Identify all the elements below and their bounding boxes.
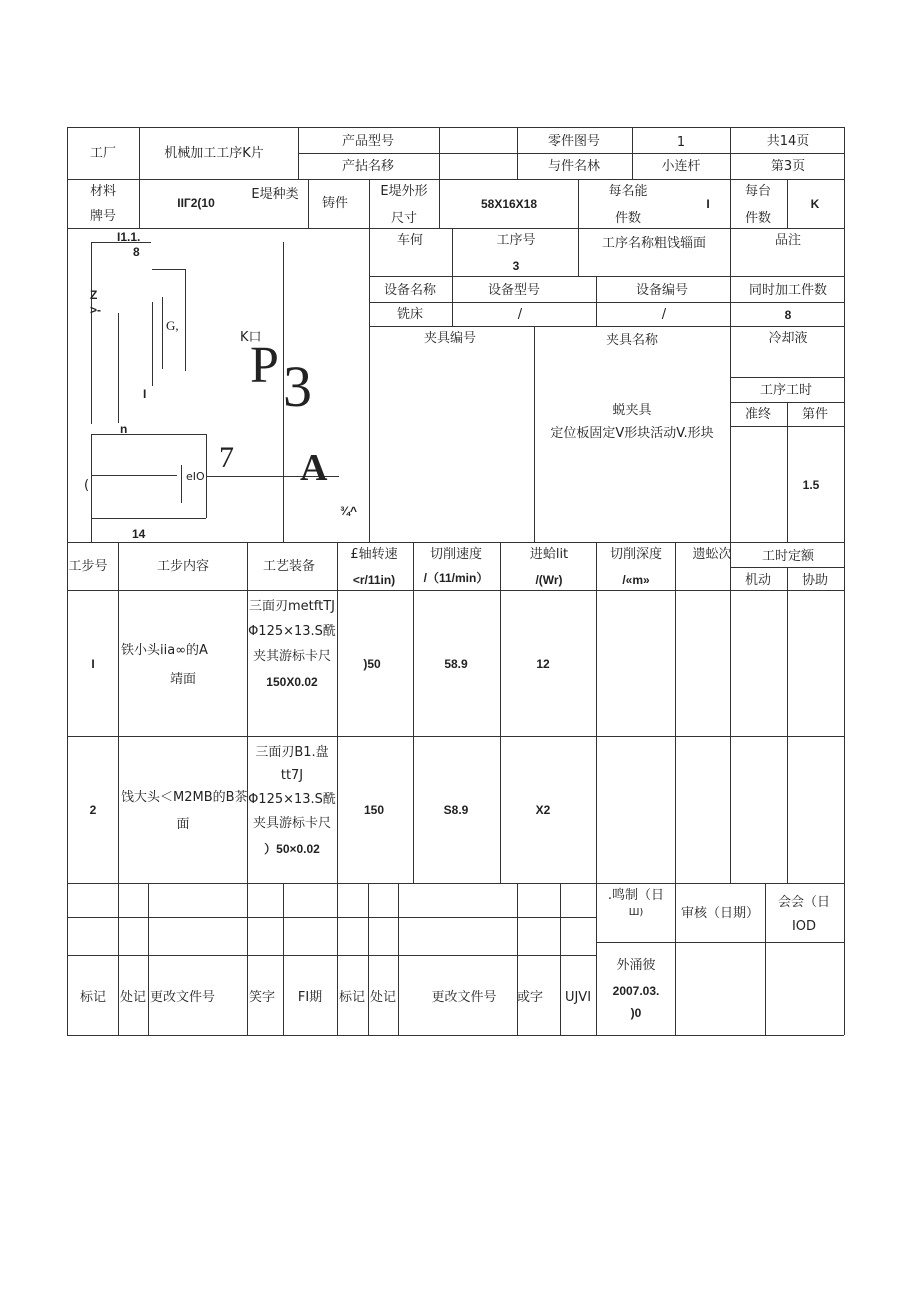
sketch-paren-label: ( [84, 478, 90, 493]
signer-name: 外涌彼 [616, 958, 656, 973]
step-equipment: 三面刃metftTJ [249, 599, 335, 614]
op-no-value: 3 [512, 259, 520, 273]
prep-time-label: 准终 [744, 407, 772, 422]
footer-place-2: 处记 [369, 990, 397, 1005]
sketch-seven-label: 7 [219, 441, 234, 474]
blank-size-label: E堤外形 [380, 184, 428, 199]
step-content-2: 靖面 [169, 672, 197, 687]
speed-header: 切削速度 [429, 547, 483, 562]
passes-header: 遗蚣次 [692, 547, 732, 562]
aux-time-header: 协助 [801, 573, 829, 588]
compiled-by-label: .鸣制（日 [607, 888, 665, 903]
step-content: 铁小头iia∞的A [121, 643, 208, 658]
footer-mark-2: 标记 [338, 990, 366, 1005]
remarks-label: 品注 [774, 233, 802, 248]
card-title: 机械加工工序K片 [164, 146, 264, 161]
depth-unit: /«m» [622, 573, 650, 587]
per-machine-label-2: 件数 [744, 211, 772, 226]
blank-type-label: E堤种类 [251, 187, 299, 202]
step-content: 饯大头＜M2MB的B茶 [121, 790, 248, 805]
machine-time-header: 机动 [744, 573, 772, 588]
op-no-label: 工序号 [496, 233, 536, 248]
feed-header: 进蛤lit [529, 547, 569, 562]
compiled-by-label-2: Ш) [628, 908, 644, 917]
coolant-label: 冷却液 [768, 331, 808, 346]
step-equipment-2: Φ125×13.S酰 [248, 624, 336, 639]
material-label: 材料 [89, 184, 117, 199]
sign-date-2: )0 [630, 1006, 642, 1020]
sketch-a-label: A [300, 447, 328, 489]
feed-unit: /(Wr) [535, 573, 563, 587]
product-name-label: 产拈名移 [341, 159, 395, 174]
step-spindle: )50 [363, 657, 381, 671]
footer-date-2: UJVI [564, 990, 592, 1005]
footer-change-doc-2: 更改文件号 [431, 990, 497, 1005]
step-no: I [91, 657, 95, 671]
part-drawing-no-label: 零件图号 [547, 134, 601, 149]
unit-time-value: 1.5 [802, 478, 820, 492]
sketch-eio-label: eIO [186, 470, 205, 483]
countersign-label-2: IOD [791, 919, 817, 934]
step-equipment-2: tt7J [280, 768, 304, 783]
sketch-dim-top: I1.1. [117, 230, 141, 244]
step-feed: X2 [535, 803, 551, 817]
countersign-label: 会会（日 [777, 895, 831, 910]
step-content-header: 工步内容 [156, 559, 210, 574]
part-name-value: 小连杆 [661, 159, 701, 174]
sketch-arrow-label: >- [90, 303, 102, 317]
product-model-label: 产品型号 [341, 134, 395, 149]
per-machine-value: K [810, 197, 820, 211]
part-drawing-no-value: 1 [676, 135, 686, 150]
step-content-2: 面 [176, 817, 190, 832]
per-machine-label: 每台 [744, 184, 772, 199]
reviewed-by-label: 审核（日期） [680, 906, 760, 921]
sketch-frac-label: ¾^ [340, 504, 358, 518]
sketch-k-label: K口 [240, 330, 262, 345]
step-no-header: 工步号 [68, 559, 108, 574]
sketch-dim-bottom: 14 [132, 527, 146, 541]
sketch-n-label: n [120, 422, 128, 436]
workshop-label: 车何 [396, 233, 424, 248]
per-blank-value: I [706, 197, 710, 211]
factory-label: 工厂 [89, 146, 117, 161]
step-spindle: 150 [363, 803, 385, 817]
step-equipment-5: ）50×0.02 [264, 842, 320, 856]
unit-time-label: 第件 [801, 407, 829, 422]
spindle-unit: <r/11in) [352, 573, 396, 587]
material-label-2: 牌号 [89, 209, 117, 224]
sketch-p-label: P [250, 337, 279, 394]
footer-place-1: 处记 [119, 990, 147, 1005]
page-no: 第3页 [770, 159, 806, 174]
sign-date: 2007.03. [612, 984, 660, 998]
simultaneous-label: 同时加工件数 [748, 283, 828, 298]
equip-model-value: / [517, 307, 523, 322]
footer-signature-2: 或字 [516, 990, 544, 1005]
speed-unit: /（11/min） [423, 571, 489, 585]
step-equipment-3: Φ125×13.S酰 [248, 792, 336, 807]
sketch-three-label: 3 [283, 354, 312, 419]
total-pages: 共14页 [766, 134, 810, 149]
step-speed: S8.9 [443, 803, 469, 817]
step-speed: 58.9 [444, 657, 468, 671]
material-value: IIГ2(10 [177, 196, 215, 210]
equip-no-value: / [661, 307, 667, 322]
sketch-i-label: I [143, 387, 147, 401]
step-no: 2 [89, 803, 97, 817]
time-quota-header: 工时定额 [761, 549, 815, 564]
footer-signature-1: 笑字 [248, 990, 276, 1005]
per-blank-label: 每名能 [608, 184, 648, 199]
step-equipment-header: 工艺装备 [262, 559, 316, 574]
sketch-dim-top-2: 8 [133, 245, 140, 259]
sketch-g-label: G, [166, 318, 179, 333]
equip-model-label: 设备型号 [487, 283, 541, 298]
blank-size-label-2: 尺寸 [390, 211, 418, 226]
step-feed: 12 [536, 657, 550, 671]
sketch-z-label: Z [90, 288, 98, 302]
blank-size-value: 58X16X18 [480, 197, 538, 211]
footer-date-1: FI期 [297, 990, 323, 1005]
fixture-name-2: 定位板固定V形块活动V.形块 [550, 426, 714, 441]
fixture-name-1: 蜕夹具 [612, 403, 652, 418]
equip-no-label: 设备编号 [635, 283, 689, 298]
spindle-header: £轴转速 [350, 547, 398, 562]
step-equipment-3: 夹其游标卡尺 [252, 649, 332, 664]
fixture-name-label: 夹具名称 [605, 333, 659, 348]
step-equipment-4: 150X0.02 [266, 675, 318, 689]
per-blank-label-2: 件数 [614, 211, 642, 226]
step-equipment: 三面刃B1.盘 [255, 745, 329, 760]
depth-header: 切削深度 [609, 547, 663, 562]
fixture-no-label: 夹具编号 [423, 331, 477, 346]
equip-name-label: 设备名称 [383, 283, 437, 298]
simultaneous-value: 8 [784, 308, 792, 322]
op-name: 工序名称粗饯辎面 [601, 236, 707, 251]
part-name-label: 与件名林 [547, 159, 601, 174]
op-time-label: 工序工时 [759, 383, 813, 398]
footer-mark-1: 标记 [79, 990, 107, 1005]
step-equipment-4: 夹具游标卡尺 [252, 816, 332, 831]
equip-name-value: 铣床 [396, 307, 424, 322]
footer-change-doc-1: 更改文件号 [150, 990, 216, 1005]
blank-type-value: 铸件 [321, 196, 349, 211]
